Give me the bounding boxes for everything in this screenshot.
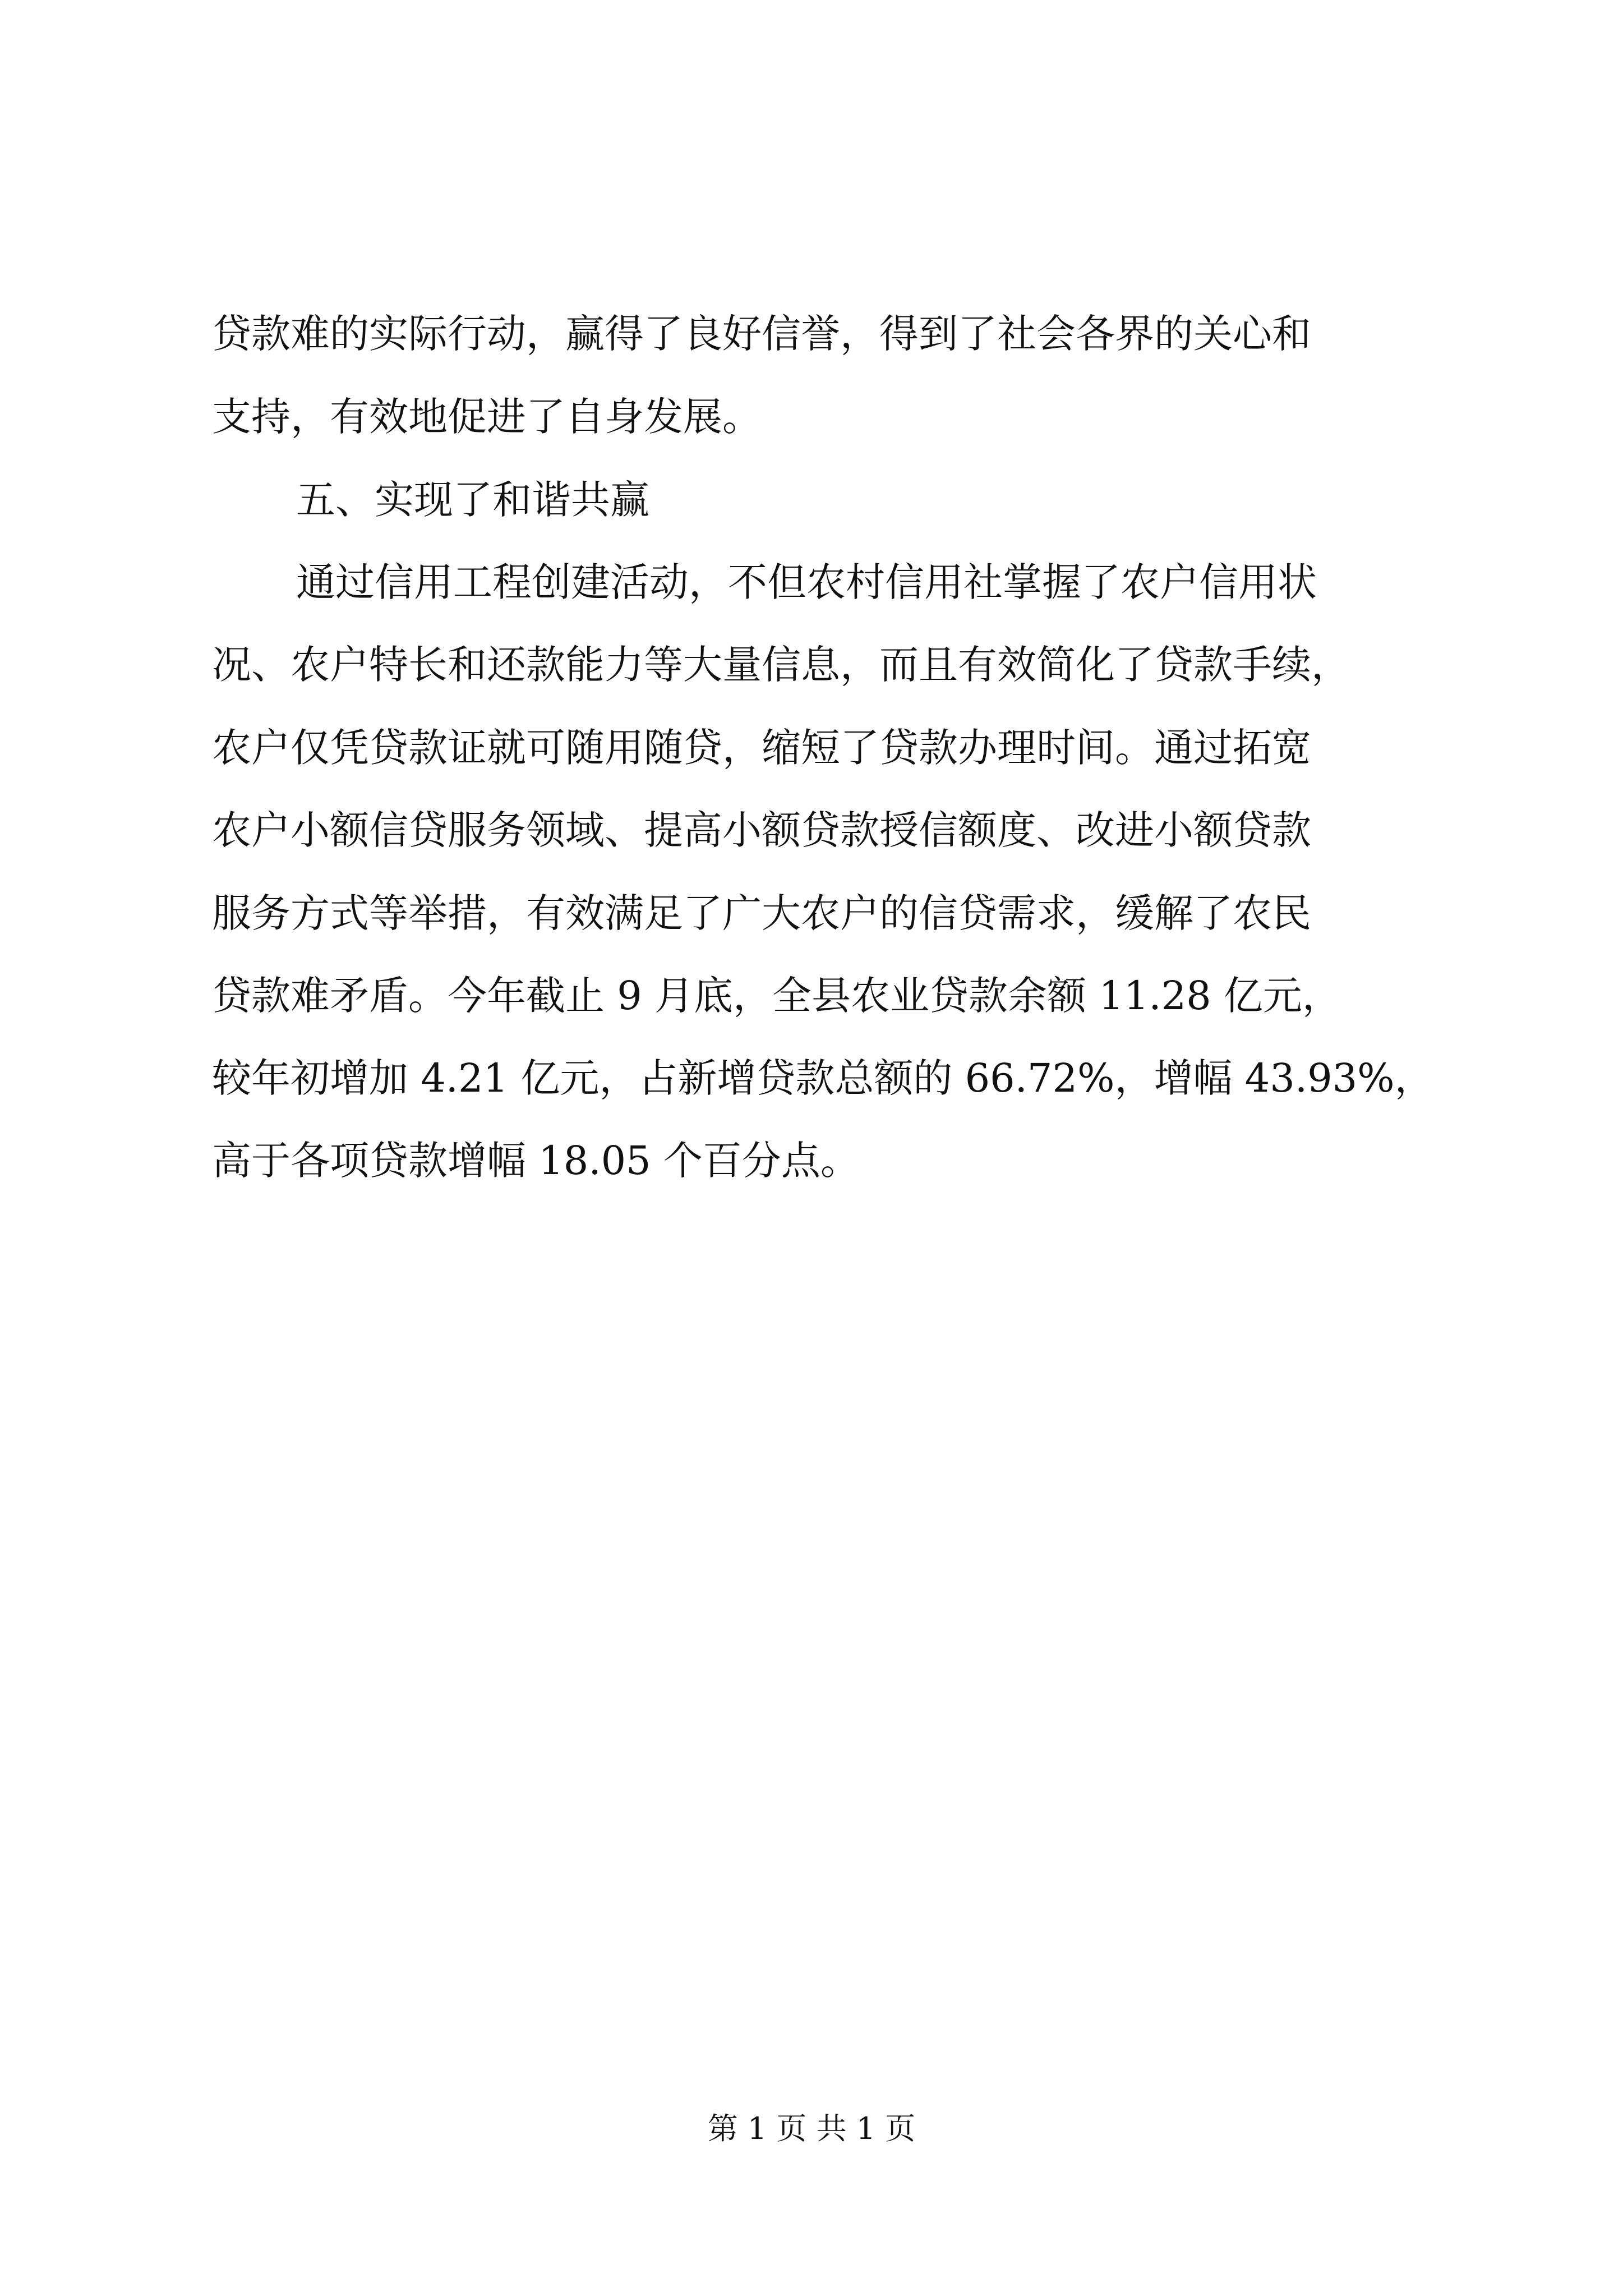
paragraph-line: 农户小额信贷服务领域、提高小额贷款授信额度、改进小额贷款 <box>212 807 1311 853</box>
paragraph-line: 况、农户特长和还款能力等大量信息，而且有效简化了贷款手续， <box>212 642 1350 688</box>
paragraph-line: 农户仅凭贷款证就可随用随贷，缩短了贷款办理时间。通过拓宽 <box>212 725 1311 771</box>
paragraph-line: 贷款难的实际行动，赢得了良好信誉，得到了社会各界的关心和 <box>212 311 1311 357</box>
paragraph-line: 较年初增加 4.21 亿元，占新增贷款总额的 66.72%，增幅 43.93%， <box>212 1055 1434 1101</box>
paragraph-line: 通过信用工程创建活动，不但农村信用社掌握了农户信用状 <box>296 559 1317 605</box>
page-number-footer: 第 1 页 共 1 页 <box>707 2111 916 2146</box>
section-heading: 五、实现了和谐共赢 <box>296 477 649 523</box>
paragraph-line: 服务方式等举措，有效满足了广大农户的信贷需求，缓解了农民 <box>212 890 1311 936</box>
paragraph-line: 支持，有效地促进了自身发展。 <box>212 394 762 440</box>
paragraph-line: 高于各项贷款增幅 18.05 个百分点。 <box>212 1138 860 1184</box>
paragraph-line: 贷款难矛盾。今年截止 9 月底，全县农业贷款余额 11.28 亿元， <box>212 973 1341 1019</box>
